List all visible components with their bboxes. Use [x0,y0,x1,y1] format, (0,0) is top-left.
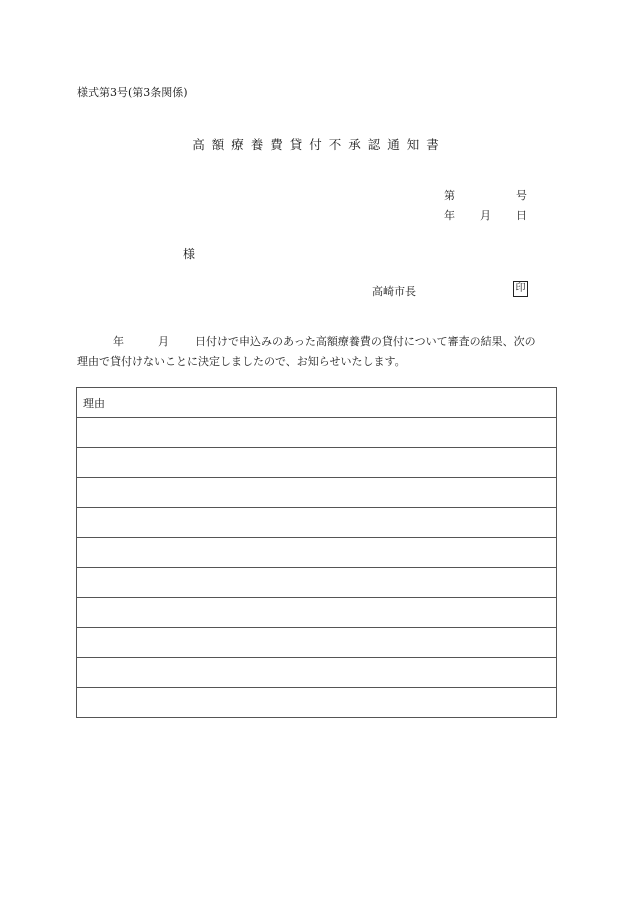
date-month-label: 月 [480,209,491,222]
reason-row [77,598,557,628]
reason-row [77,508,557,538]
reason-header-row [77,388,557,418]
reason-row [77,628,557,658]
reason-row [77,448,557,478]
reason-cell[interactable] [77,418,557,448]
body-text-line1 [77,333,536,349]
reason-cell[interactable] [77,448,557,478]
body-text-1: 日付けで申込みのあった高額療養費の貸付について審査の結果、次の [195,335,536,348]
reason-row [77,568,557,598]
reason-cell[interactable] [77,688,557,718]
seal-mark: 印 [513,281,528,297]
reason-cell[interactable] [77,538,557,568]
body-text-line2: 理由で貸付けないことに決定しましたので、お知らせいたします。 [77,355,406,368]
form-number: 様式第3号(第3条関係) [77,86,188,99]
reason-row [77,538,557,568]
reason-table [76,387,557,718]
reason-row [77,478,557,508]
reason-cell[interactable] [77,628,557,658]
reason-row [77,688,557,718]
body-year-label: 年 [113,335,124,348]
recipient-honorific: 様 [183,247,196,261]
document-title: 高額療養費貸付不承認通知書 [192,137,446,152]
document-number-prefix: 第 [444,189,455,202]
body-month-label: 月 [158,335,169,348]
date-year-label: 年 [444,209,455,222]
issuer-name: 高崎市長 [372,285,416,298]
reason-row [77,418,557,448]
reason-cell[interactable] [77,478,557,508]
reason-cell[interactable] [77,568,557,598]
date-day-label: 日 [516,209,527,222]
reason-row [77,658,557,688]
reason-cell[interactable] [77,658,557,688]
document-number-suffix: 号 [516,189,527,202]
reason-cell[interactable] [77,508,557,538]
reason-cell[interactable] [77,598,557,628]
reason-header: 理由 [77,388,557,418]
